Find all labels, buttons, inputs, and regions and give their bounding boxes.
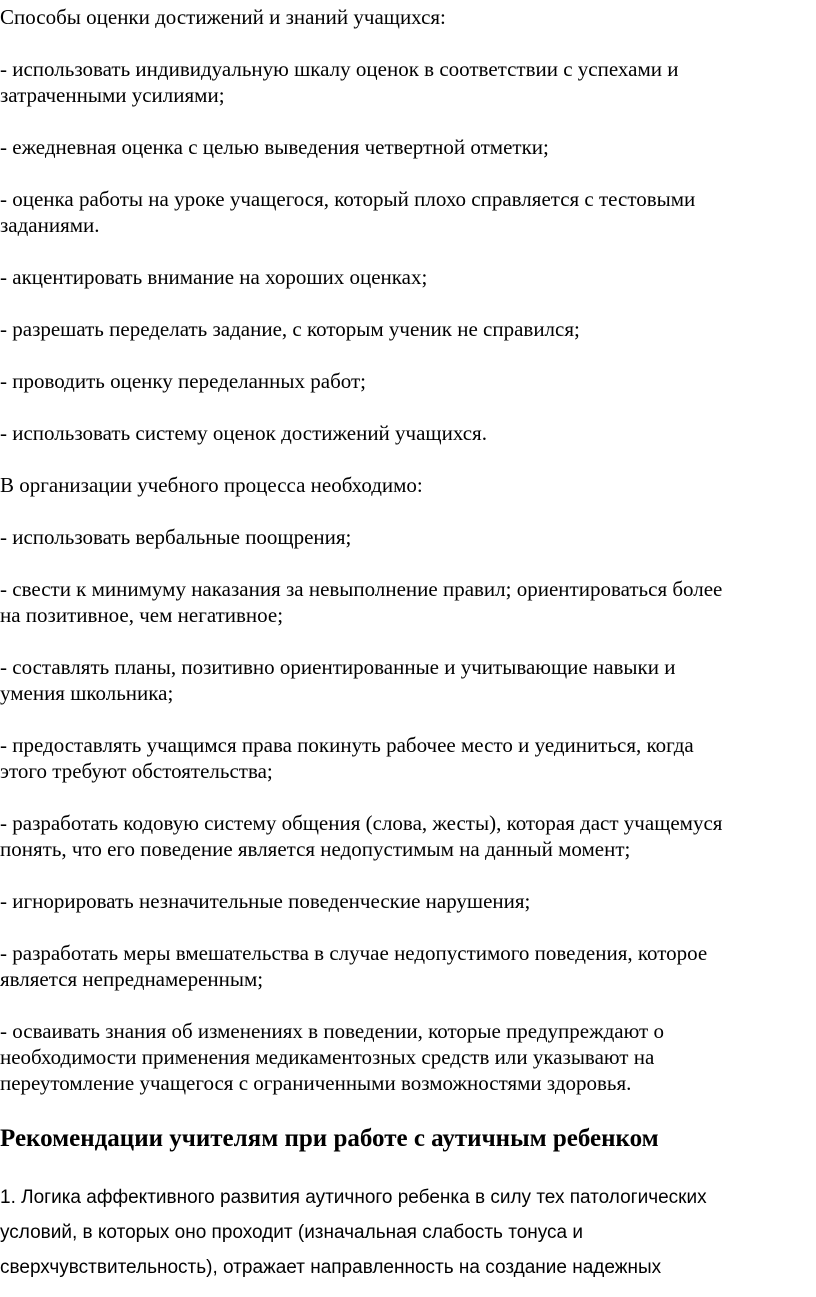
section2-item-8: - осваивать знания об изменениях в поведении, которые предупреждают о необходимости применения медикаментозных средств или указывают на переутомление учащегося с ограниченными возможностями здоровья. bbox=[0, 1019, 664, 1095]
section1-item-4: - акцентировать внимание на хороших оценках; bbox=[0, 265, 428, 289]
section2-item-7: - разработать меры вмешательства в случае недопустимого поведения, которое является непреднамеренным; bbox=[0, 941, 708, 991]
section2-title: В организации учебного процесса необходимо: bbox=[0, 473, 423, 497]
final-paragraph: 1. Логика аффективного развития аутичного ребенка в силу тех патологических условий, в которых оно проходит (изначальная слабость тонуса и сверхчувствительность), отражает направленность на создание надежных bbox=[0, 1187, 707, 1278]
section1-item-1: - использовать индивидуальную шкалу оценок в соответствии с успехами и затраченными усилиями; bbox=[0, 57, 679, 107]
section2-item-3: - составлять планы, позитивно ориентированные и учитывающие навыки и умения школьника; bbox=[0, 655, 676, 705]
section1-item-7: - использовать систему оценок достижений учащихся. bbox=[0, 421, 487, 445]
section2-item-4: - предоставлять учащимся права покинуть рабочее место и уединиться, когда этого требуют обстоятельства; bbox=[0, 733, 694, 783]
section2-item-1: - использовать вербальные поощрения; bbox=[0, 525, 352, 549]
section1-item-3: - оценка работы на уроке учащегося, который плохо справляется с тестовыми заданиями. bbox=[0, 187, 696, 237]
section1-item-5: - разрешать переделать задание, с которым ученик не справился; bbox=[0, 317, 580, 341]
section1-item-2: - ежедневная оценка с целью выведения четвертной отметки; bbox=[0, 135, 549, 159]
section2-item-5: - разработать кодовую систему общения (слова, жесты), которая даст учащемуся понять, что его поведение является недопустимым на данный момент; bbox=[0, 811, 723, 861]
section-heading: Рекомендации учителям при работе с аутичным ребенком bbox=[0, 1125, 659, 1152]
section1-title: Способы оценки достижений и знаний учащихся: bbox=[0, 5, 446, 29]
section2-item-2: - свести к минимуму наказания за невыполнение правил; ориентироваться более на позитивное, чем негативное; bbox=[0, 577, 723, 627]
section1-item-6: - проводить оценку переделанных работ; bbox=[0, 369, 367, 393]
section2-item-6: - игнорировать незначительные поведенческие нарушения; bbox=[0, 889, 531, 913]
